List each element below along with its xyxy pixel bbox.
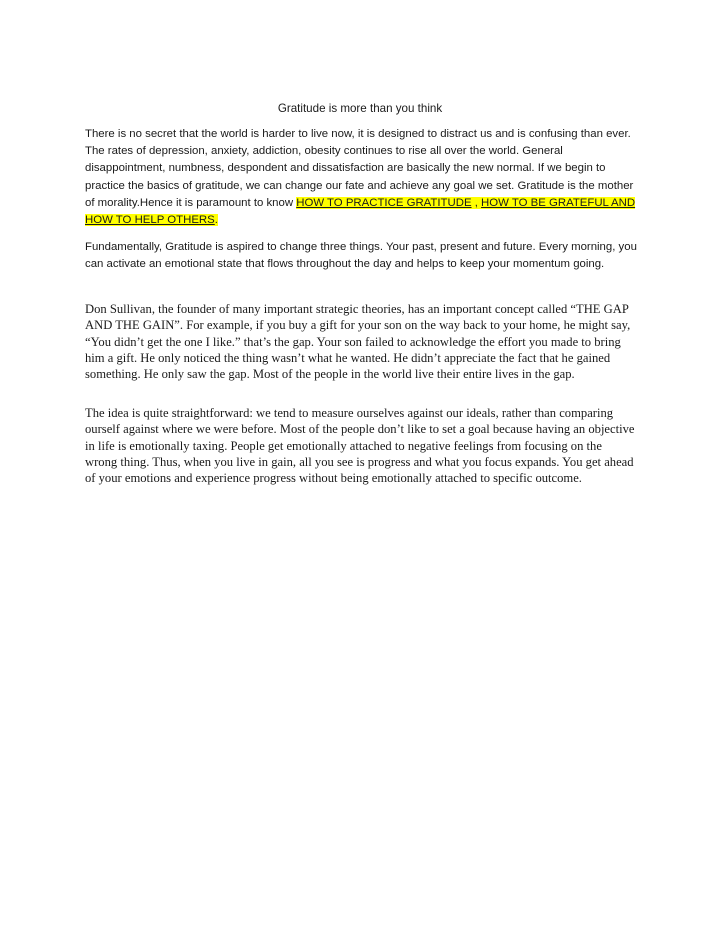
link-separator: , bbox=[471, 196, 482, 209]
paragraph-fundamentals: Fundamentally, Gratitude is aspired to change three things. Your past, present and future. Every morning, you can activate an emotional state that flows throughout the day and helps to keep your momentum going. bbox=[85, 241, 637, 271]
paragraph-intro bbox=[85, 126, 637, 229]
paragraph-intro-end: . bbox=[214, 214, 218, 227]
paragraph-idea: The idea is quite straightforward: we tend to measure ourselves against our ideals, rather than comparing ourself against where we were before. Most of the people don’t like to set a goal because having an objective in life is emotionally taxing. People get emotionally attached to negative feelings from focusing on the wrong thing. Thus, when you live in gain, all you see is progress and what you focus expands. You get ahead of your emotions and experience progress without being emotionally attached to specific outcome. bbox=[85, 406, 635, 486]
paragraph-intro-text: There is no secret that the world is harder to live now, it is designed to distract us and is confusing than ever. The rates of depression, anxiety, addiction, obesity continues to rise all over the world. General disappointment, numbness, despondent and dissatisfaction are basically the new normal. If we begin to practice the basics of gratitude, we can change our fate and achieve any goal we set. Gratitude is the mother of morality.Hence it is paramount to know bbox=[85, 128, 634, 209]
document-title: Gratitude is more than you think bbox=[277, 102, 443, 115]
paragraph-gap-and-gain: Don Sullivan, the founder of many important strategic theories, has an important concept called “THE GAP AND THE GAIN”. For example, if you buy a gift for your son on the way back to your home, he might say, “You didn’t get the one I like.” that’s the gap. Your son failed to acknowledge the effort you made to bring him a gift. He only noticed the thing wasn’t what he wanted. He didn’t appreciate the fact that he gained something. He only saw the gap. Most of the people in the world live their entire lives in the gap. bbox=[85, 302, 631, 382]
link-how-to-be-grateful[interactable]: HOW TO BE GRATEFUL AND bbox=[481, 196, 636, 209]
link-how-to-practice-gratitude[interactable]: HOW TO PRACTICE GRATITUDE bbox=[296, 196, 472, 209]
link-how-to-help-others[interactable]: HOW TO HELP OTHERS bbox=[85, 214, 215, 227]
